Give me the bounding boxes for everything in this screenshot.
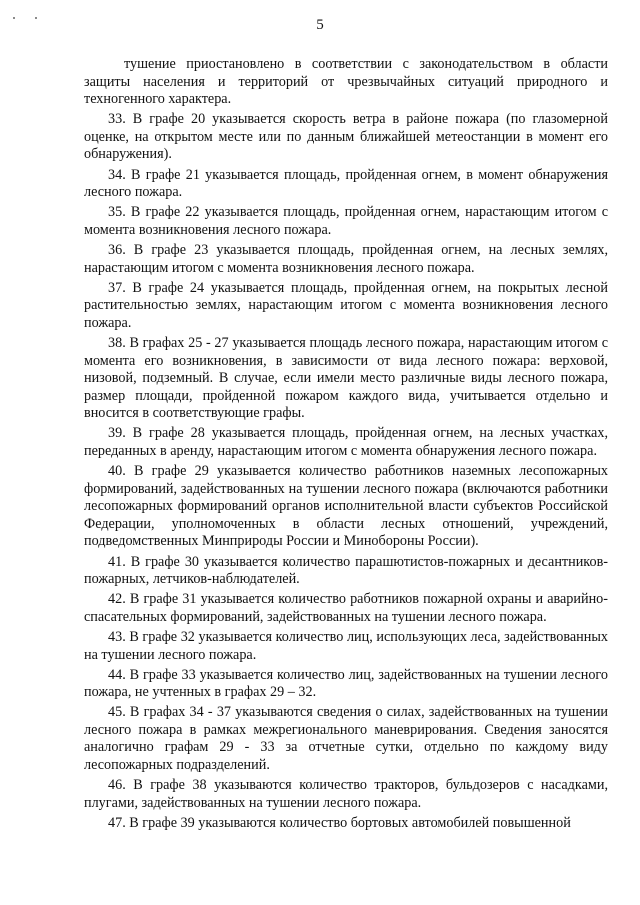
paragraph-continuation: тушение приостановлено в соответствии с законодательством в области защиты населения и территорий от чрезвычайных ситуаций природного и техногенного характера. [84,56,608,108]
paragraph-40: 40. В графе 29 указывается количество работников наземных лесопожарных формирований, задействованных на тушении лесного пожара (включаются работники лесопожарных формирований органов исполнительной власти субъектов Российской Федерации, уполномоченных в области лесных отношений, учреждений, подведомственных Минприроды России и Минобороны России). [84,463,608,550]
document-body [84,56,608,835]
paragraph-44: 44. В графе 33 указывается количество лиц, задействованных на тушении лесного пожара, не учтенных в графах 29 – 32. [84,666,608,701]
paragraph-38: 38. В графах 25 - 27 указывается площадь лесного пожара, нарастающим итогом с момента его возникновения, в зависимости от вида лесного пожара: верховой, низовой, подземный. В случае, если имели место различные виды лесного пожара, размер площади, пройденной пожаром каждого вида, учитывается отдельно и вносится в соответствующие графы. [84,334,608,422]
paragraph-33: 33. В графе 20 указывается скорость ветра в районе пожара (по глазомерной оценке, на открытом месте или по данным ближайшей метеостанции в момент его обнаружения). [84,111,608,163]
paragraph-35: 35. В графе 22 указывается площадь, пройденная огнем, нарастающим итогом с момента возникновения лесного пожара. [84,204,608,238]
paragraph-41: 41. В графе 30 указывается количество парашютистов-пожарных и десантников-пожарных, летчиков-наблюдателей. [84,553,608,588]
paragraph-47: 47. В графе 39 указываются количество бортовых автомобилей повышенной [108,814,571,831]
page-number: 5 [316,17,324,33]
paragraph-43: 43. В графе 32 указывается количество лиц, использующих леса, задействованных на тушении лесного пожара. [84,628,608,663]
paragraph-46: 46. В графе 38 указываются количество тракторов, бульдозеров с насадками, плугами, задействованных на тушении лесного пожара. [84,777,608,811]
paragraph-37: 37. В графе 24 указывается площадь, пройденная огнем, на покрытых лесной растительностью землях, нарастающим итогом с момента возникновения лесного пожара. [84,279,608,331]
paragraph-39: 39. В графе 28 указывается площадь, пройденная огнем, на лесных участках, переданных в аренду, нарастающим итогом с момента обнаружения лесного пожара. [84,425,608,459]
paragraph-34: 34. В графе 21 указывается площадь, пройденная огнем, в момент обнаружения лесного пожара. [84,166,608,201]
paragraph-45: 45. В графах 34 - 37 указываются сведения о силах, задействованных на тушении лесного пожара в рамках межрегионального маневрирования. Сведения заносятся аналогично графам 29 - 33 за отчетные сутки, отдельно по каждому виду лесопожарных подразделений. [84,704,608,774]
paragraph-42: 42. В графе 31 указывается количество работников пожарной охраны и аварийно-спасательных формирований, задействованных на тушении лесного пожара. [84,591,608,625]
paragraph-36: 36. В графе 23 указывается площадь, пройденная огнем, на лесных землях, нарастающим итогом с момента возникновения лесного пожара. [84,241,608,276]
